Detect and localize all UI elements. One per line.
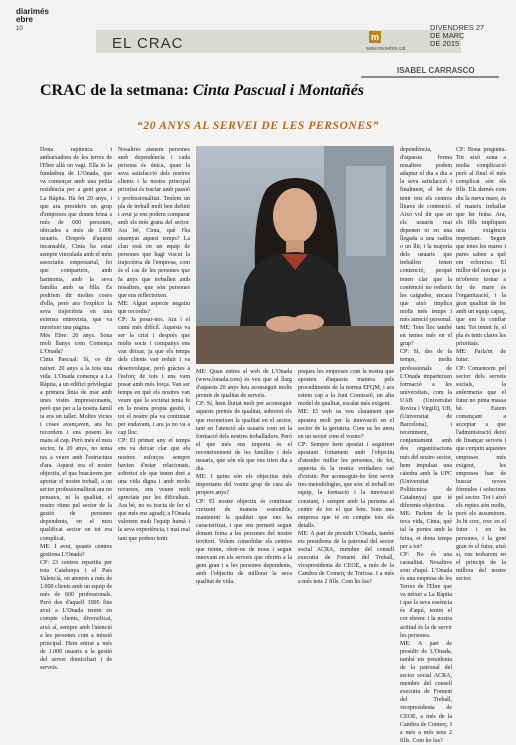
issue-date: DIVENDRES 27 DE MARÇ DE 2015 [430,23,485,48]
section-title: EL CRAC [112,35,184,52]
brand-url: www.mesebre.cat [366,46,406,52]
article-column-4: poques les empreses com la nostra que aposten d'aquesta manera pels procediments de la norma EFQM, i ara estem cap a la Junt Comissió, un alta model de qualitat, escalat més exigent. ME: El web us veu clarament que aposteu molt per la innovació en el sector de la geriatria. Com us ho aneu en un sector com el vostre? CP: Sempre hem apostat i seguirem apostant fortament amb l'objectiu d'atendre millor les persones, de fet, aquesta és la nostra verdadera raó d'existir. Per aconseguir-ho fem servir tres metodologies, que són: el treball en equip, la formació i la innovació constant, i sempre amb la persona al centre de tot el que fem. Som una empresa que té en compte tots els detalls. ME: A part de presidir L'Onada, també ets presidenta de la patronal del sector social ACRA, membre del consell executiu de Foment del Treball, vicepresidenta de CEOE, a més de la Cambra de Comerç de Tortosa. I a més a més tens 2 fills. Com ho fas? [298,369,394,586]
headline-prefix: CRAC de la setmana: [40,82,193,99]
page-number: 10 [16,26,23,32]
article-column-3: ME: Quan entres al web de L'Onada (www.lonada.com) es veu que al llarg d'aquests 20 anys heu aconseguit molts premis de qualitat de serveis. CP: Sí, hem lluitat molt per aconseguir aquests premis de qualitat, sobretot els que reconeixen la qualitat en el sector, tant en l'atenció als usuaris com en la formació dels nostres treballadors. Però el que més ens importa és el reconeixement de les famílies i dels usuaris, que són els que ens trien dia a dia. ME: I quins són els objectius més importants del vostre grup de cara als propers anys? CP: El nostre objectiu és continuar creixent de manera sostenible, mantenint la qualitat que ens ha caracteritzat, i que ens permeti seguir donant feina a les persones del nostre territori. Volem consolidar els centres que tenim, obrir-ne de nous i seguir innovant en els serveis que oferim a la gent gran i a les persones dependents, amb l'objectiu de millorar la seva qualitat de vida. [196,369,292,586]
brand-logo-icon: m [370,32,379,42]
article-column-1: Dona rapitenca i ambaixadora de les terres de l'Ebre allà on vagi. Ella és la fundadora de L'Onada, que va començar amb una petita residència per a gent gran a La Ràpita. Ha fet 20 anys, i que ara presideix un grup d'empreses que donen feina a més de 600 persones, ubicades a més de 1.000 usuaris. Després d'aquest incansable, Cinta ha estat sempre vinculada amb el món associatiu empresarial, fet que comparteix, amb harmonia, amb la seva família amb sa filla. És podríem dir moltes coses d'ella, però ara t'explico la seva trajectòria en una extensa entrevista, que va mereixer una pàgina. Més Ebre: 20 anys. Sona molt llunys com Comença L'Onada? Cinta Pascual: Sí, es dir naixer. 20 anys a la tota una vida. L'Onada comença a La Ràpita, a un edifici privilegiat a primera línia de mar amb unes vistes impressionants, però que per a la nostra famíl ia era un taller. Moltes vicies i coses avançaven, ara ho recordem i ens posem les mans al cap. Però més el meu sector, fa 20 anys, no tenia res a veure amb l'estructura d'ara. Aquest era el nostre objectiu, el que buscàvem per aportar el nostre treball, a un sector professionalitzat ara no pensava, ni la qualitat, el nostre ritme pel sector de la gestió de persones dependents, en el meu qualificat sector on tot era complicat. ME: I avui, quants centres gestiona L'Onada? CP: 23 centres repartits per tota Catalunya i el País Valencià, on atenem a més de 1.000 clients amb un equip de més de 600 professionals. Però des d'aquell 1995 fins avui a L'Onada tenim en compte clients, diversificat, això sí, sempre amb l'atenció a les persones com a missió principal. Hem entrat a més de 1.000 usuaris a la gestió del servei domiciliari i de serveis. [40,147,112,671]
portrait-photo [196,146,394,364]
byline-rule [361,76,499,78]
newspaper-logo: diarimés ebre [16,7,49,24]
author-byline: ISABEL CARRASCO [397,66,475,75]
brand-box [363,25,409,55]
article-column-6: CP: Bona pregunta. Tot això sona a molta complicació però al final el més complicat són els fills. Els demés com diu la meva mare, és el mateix treballar que fer feina. Ara, els fills impliquen una exigència important. Seguir que totes les mares i pares saben a què em refereixo. El millor del nou que ja m'ofereix tornar a fer de mare és l'organització, i la gran qualitat de fer amb un equip capaç, que em fa confiar tant. Tot tenint fe, el pla és tenir clares les prioritats. ME: Parla'm de futur. CP: Comencem pel sector dels serveis socials, la enfermeria que el futur no pinta massa bé. Estem començant a acceptar a que l'administració deixi de finançar serveis i que cerquin aquestes empreses més exigent, les empreses han de buscar noves fórmules i solucions pel sector. Tot i això els reptes són molts, però els assumirem. Jo hi crec, crec en el futur i en les persones, i la gent gran és el futur, això sí, ens trobarem en el principi de la millora del nostre sector. [456,147,506,582]
headline-name: Cinta Pascual i Montañés [192,82,365,99]
article-column-2: Nosaltres atenem persones amb dependència i cada persona és única, quan la seva satisfacció dels nostres clients i la nostra principal prioritat és tractar amb passió i professionalitat. Teníem un pla de treball molt ben definit i avui ja ens podem comparar amb els més grans del sector. Ara bé, Cinta, què t'ha ensenyat aquest temps? La clau està en un equip de persones que hagi viscut la trajectòria de l'empresa, com és el cas de les persones que fa anys que treballen amb nosaltres, que són persones que ens reflecteixen. ME: Algun aspecte negatiu que recordis? CP: Ja posar-nos. Ara i el camí més difícil. Aquests va ser la crisi i després que molts socis i companys ens van deixar, ja que els temps dels clients van reduir i va desenvolupar, però gràcies a l'esforç de tots i ens vam posar amb més força. Van ser temps en què els nostres van veure que la societat tenia fe en la nostra propia gestió, i tot el nostre pla va continuar per endavant, i ara ja no va a cap lloc. CP: El primer any el temps ens va deixar clar que els nostres esforços sempre havien d'estar relacionats, sobretot els que tenen dret a una vida digna i amb molts recursos, ens veuen molt apreciats per les dificultats. Ara bé, no es tracta de fer el que més ens agradi; a l'Onada valorem molt l'equip humà i la seva experiència, i mai mai tant que podem tenir. [118,147,190,542]
article-column-5: dependència, d'aquesta forma nosaltres podem adaptar el dia a dia a la seva satisfacció i finalment, el fet de tenir tots els centres lliures de contenció. Això vol dir que en els usuaris mai depenen ni en una llegada a una cadira o un llit, i la majoria dels usuaris que treballen tenen contenció, perquè tenen clar que la contenció no redueix les caigudes, encara que això implica molts més temps i més atenció personal. ME: Tens lloc també en temes més en el grup? CP: Sí, des de fa temps, molts professionals de L'Onada imparteixen formació a les universitats, com la UAB (Universitat Rovira i Virgili), UB, (Universitat de Barcelona), i recentment, conjuntament amb dos organitzacions més del nostre sector, hem impulsat una càtedra amb la UPC (Universitat Politècnica de Catalunya) que té diferents objectius. ME: Parlem de la teva vida, Cinta, què tal la portes amb la feina, et dona temps per a tot? CP: No és una casualitat. Nosaltres som d'aquí. L'Onada és una empresa de les Terres de l'Ebre que va néixer a La Ràpita i que la seva essència és d'aquí, tenim el cor ebrenc i la nostra actitud és la de servir les persones. ME: A part de presidir de L'Onada, també ets presidenta de la patronal del sector social ACRA, membre del consell executiu de Foment del Treball, vicepresidenta de CEOE, a més de la Cambra de Comerç. I a més a més tens 2 fills. Com ho fas? [400,147,452,744]
headline [40,82,364,100]
subheadline: “20 ANYS AL SERVEI DE LES PERSONES” [137,120,379,132]
